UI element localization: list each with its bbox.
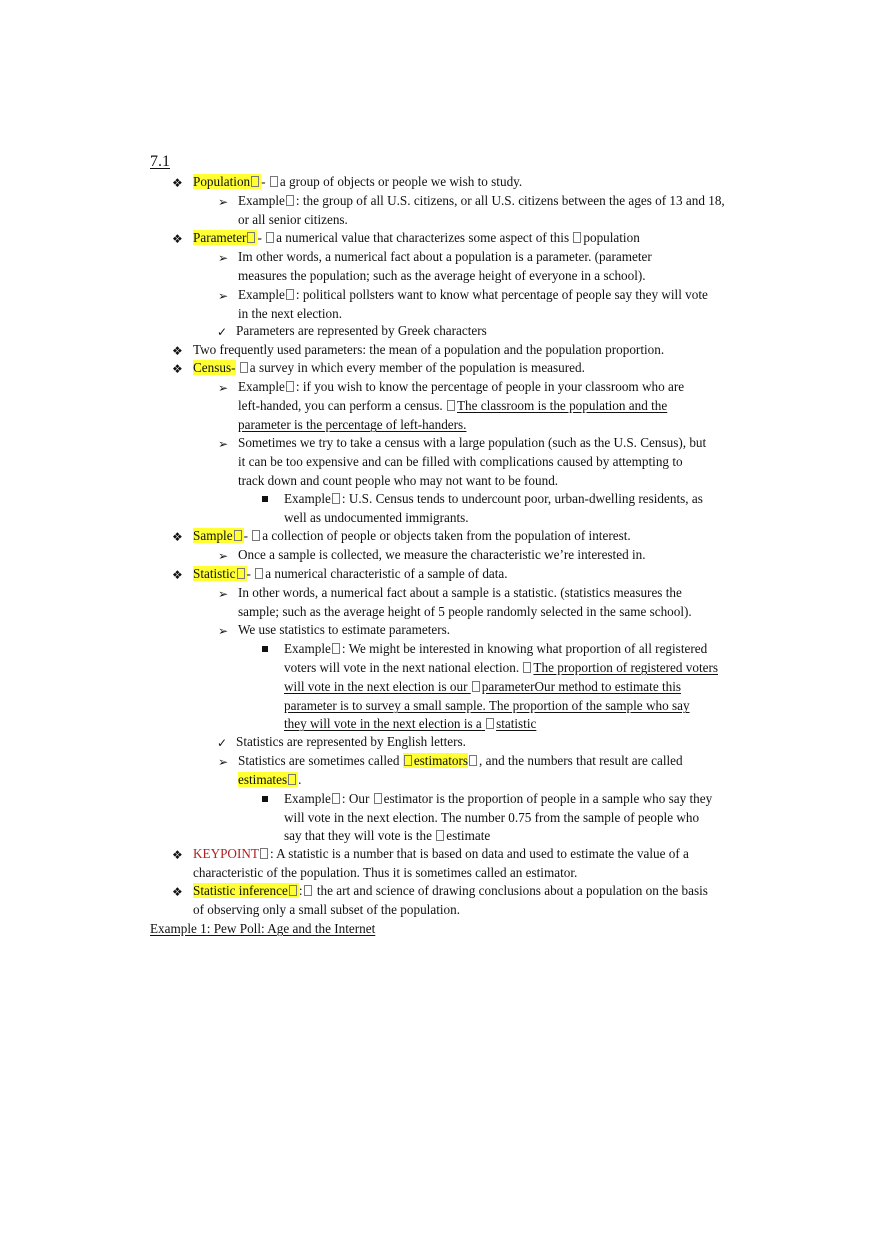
population-example: Example : the group of all U.S. citizens, or all U.S. citizens between the ages of 13 and 18, [238,193,725,208]
missing-glyph-icon [234,530,242,541]
missing-glyph-icon [288,774,296,785]
population-term: Population [193,174,261,189]
arrow-bullet-icon: ➢ [218,549,229,563]
statistic-example: Example : We might be interested in knowing what proportion of all registered [284,641,708,656]
square-bullet-icon [262,646,268,652]
statistic-example-line4: parameter is to survey a small sample. The proportion of the sample who say [284,698,690,713]
missing-glyph-icon [247,232,255,243]
arrow-bullet-icon: ➢ [218,251,229,265]
arrow-bullet-icon: ➢ [218,587,229,601]
diamond-bullet-icon: ❖ [172,848,183,862]
census-sub-example: Example : U.S. Census tends to undercount poor, urban-dwelling residents, as [284,491,703,506]
missing-glyph-icon [332,643,340,654]
section-title: 7.1 [150,153,170,170]
parameter-other-words: Im other words, a numerical fact about a population is a parameter. (parameter [238,249,652,264]
statistic-definition: Statistic - a numerical characteristic of a sample of data. [193,566,508,581]
census-sub-example-cont: well as undocumented immigrants. [284,510,469,525]
diamond-bullet-icon: ❖ [172,176,183,190]
sample-collected-note: Once a sample is collected, we measure the characteristic we’re interested in. [238,547,646,562]
missing-glyph-icon [304,885,312,896]
check-mark-icon: ✓ [217,736,228,750]
diamond-bullet-icon: ❖ [172,362,183,376]
missing-glyph-icon [270,176,278,187]
missing-glyph-icon [260,848,268,859]
diamond-bullet-icon: ❖ [172,530,183,544]
arrow-bullet-icon: ➢ [218,624,229,638]
missing-glyph-icon [252,530,260,541]
diamond-bullet-icon: ❖ [172,344,183,358]
missing-glyph-icon [266,232,274,243]
parameter-greek-note: Parameters are represented by Greek characters [236,323,487,338]
missing-glyph-icon [251,176,259,187]
parameter-term: Parameter [193,230,257,245]
square-bullet-icon [262,796,268,802]
missing-glyph-icon [286,195,294,206]
estimator-example-cont: will vote in the next election. The number 0.75 from the sample of people who [284,810,700,825]
missing-glyph-icon [237,568,245,579]
missing-glyph-icon [472,681,480,692]
missing-glyph-icon [240,362,248,373]
inference-term: Statistic inference [193,883,299,898]
arrow-bullet-icon: ➢ [218,289,229,303]
arrow-bullet-icon: ➢ [218,195,229,209]
two-parameters-note: Two frequently used parameters: the mean of a population and the population proportion. [193,342,665,357]
missing-glyph-icon [289,885,297,896]
statistic-estimates-line: estimates . [238,772,302,787]
missing-glyph-icon [573,232,581,243]
keypoint-text: KEYPOINT : A statistic is a number that is based on data and used to estimate the value of a [193,846,689,861]
missing-glyph-icon [404,755,412,766]
missing-glyph-icon [436,830,444,841]
statistic-english-note: Statistics are represented by English letters. [236,734,466,749]
estimator-example-end: say that they will vote is the estimate [284,828,491,843]
missing-glyph-icon [332,793,340,804]
statistic-example-line3: will vote in the next election is our parameterOur method to estimate this [284,679,682,694]
missing-glyph-icon [255,568,263,579]
estimates-term: estimates [238,772,298,787]
missing-glyph-icon [286,381,294,392]
arrow-bullet-icon: ➢ [218,437,229,451]
parameter-definition: Parameter - a numerical value that characterizes some aspect of this population [193,230,640,245]
parameter-example-cont: in the next election. [238,306,342,321]
parameter-other-words-cont: measures the population; such as the average height of everyone in a school). [238,268,646,283]
census-large-note-end: track down and count people who may not want to be found. [238,473,559,488]
census-example-underlined: parameter is the percentage of left-handers. [238,417,467,432]
statistic-term: Statistic [193,566,247,581]
statistic-other-words-cont: sample; such as the average height of 5 people randomly selected in the same school). [238,604,692,619]
missing-glyph-icon [447,400,455,411]
census-example-cont: left-handed, you can perform a census. The classroom is the population and the [238,398,668,413]
inference-definition-cont: of observing only a small subset of the population. [193,902,461,917]
square-bullet-icon [262,496,268,502]
census-large-note-cont: it can be too expensive and can be filled with complications caused by attempting to [238,454,683,469]
statistic-estimators-note: Statistics are sometimes called estimators , and the numbers that result are called [238,753,683,768]
arrow-bullet-icon: ➢ [218,381,229,395]
sample-definition: Sample - a collection of people or objects taken from the population of interest. [193,528,631,543]
example-heading: Example 1: Pew Poll: Age and the Internet [150,921,376,936]
parameter-example: Example : political pollsters want to know what percentage of people say they will vote [238,287,708,302]
estimators-term: estimators [403,753,468,768]
missing-glyph-icon [469,755,477,766]
population-definition: Population - a group of objects or people we wish to study. [193,174,523,189]
statistic-example-line5: they will vote in the next election is a statistic [284,716,537,731]
statistic-other-words: In other words, a numerical fact about a sample is a statistic. (statistics measures the [238,585,682,600]
inference-definition: Statistic inference : the art and science of drawing conclusions about a population on the basis [193,883,708,898]
missing-glyph-icon [374,793,382,804]
census-example: Example : if you wish to know the percentage of people in your classroom who are [238,379,685,394]
statistic-example-line2: voters will vote in the next national election. The proportion of registered voters [284,660,718,675]
keypoint-text-cont: characteristic of the population. Thus it is sometimes called an estimator. [193,865,578,880]
diamond-bullet-icon: ❖ [172,232,183,246]
estimator-example: Example : Our estimator is the proportion of people in a sample who say they [284,791,713,806]
census-term: Census- [193,360,236,375]
missing-glyph-icon [286,289,294,300]
statistic-estimate-note: We use statistics to estimate parameters. [238,622,451,637]
diamond-bullet-icon: ❖ [172,885,183,899]
diamond-bullet-icon: ❖ [172,568,183,582]
sample-term: Sample [193,528,244,543]
check-mark-icon: ✓ [217,325,228,339]
census-large-note: Sometimes we try to take a census with a large population (such as the U.S. Census), but [238,435,707,450]
population-example-cont: or all senior citizens. [238,212,348,227]
missing-glyph-icon [332,493,340,504]
arrow-bullet-icon: ➢ [218,755,229,769]
missing-glyph-icon [486,718,494,729]
missing-glyph-icon [523,662,531,673]
keypoint-label: KEYPOINT [193,846,270,861]
census-definition: Census- a survey in which every member of the population is measured. [193,360,585,375]
